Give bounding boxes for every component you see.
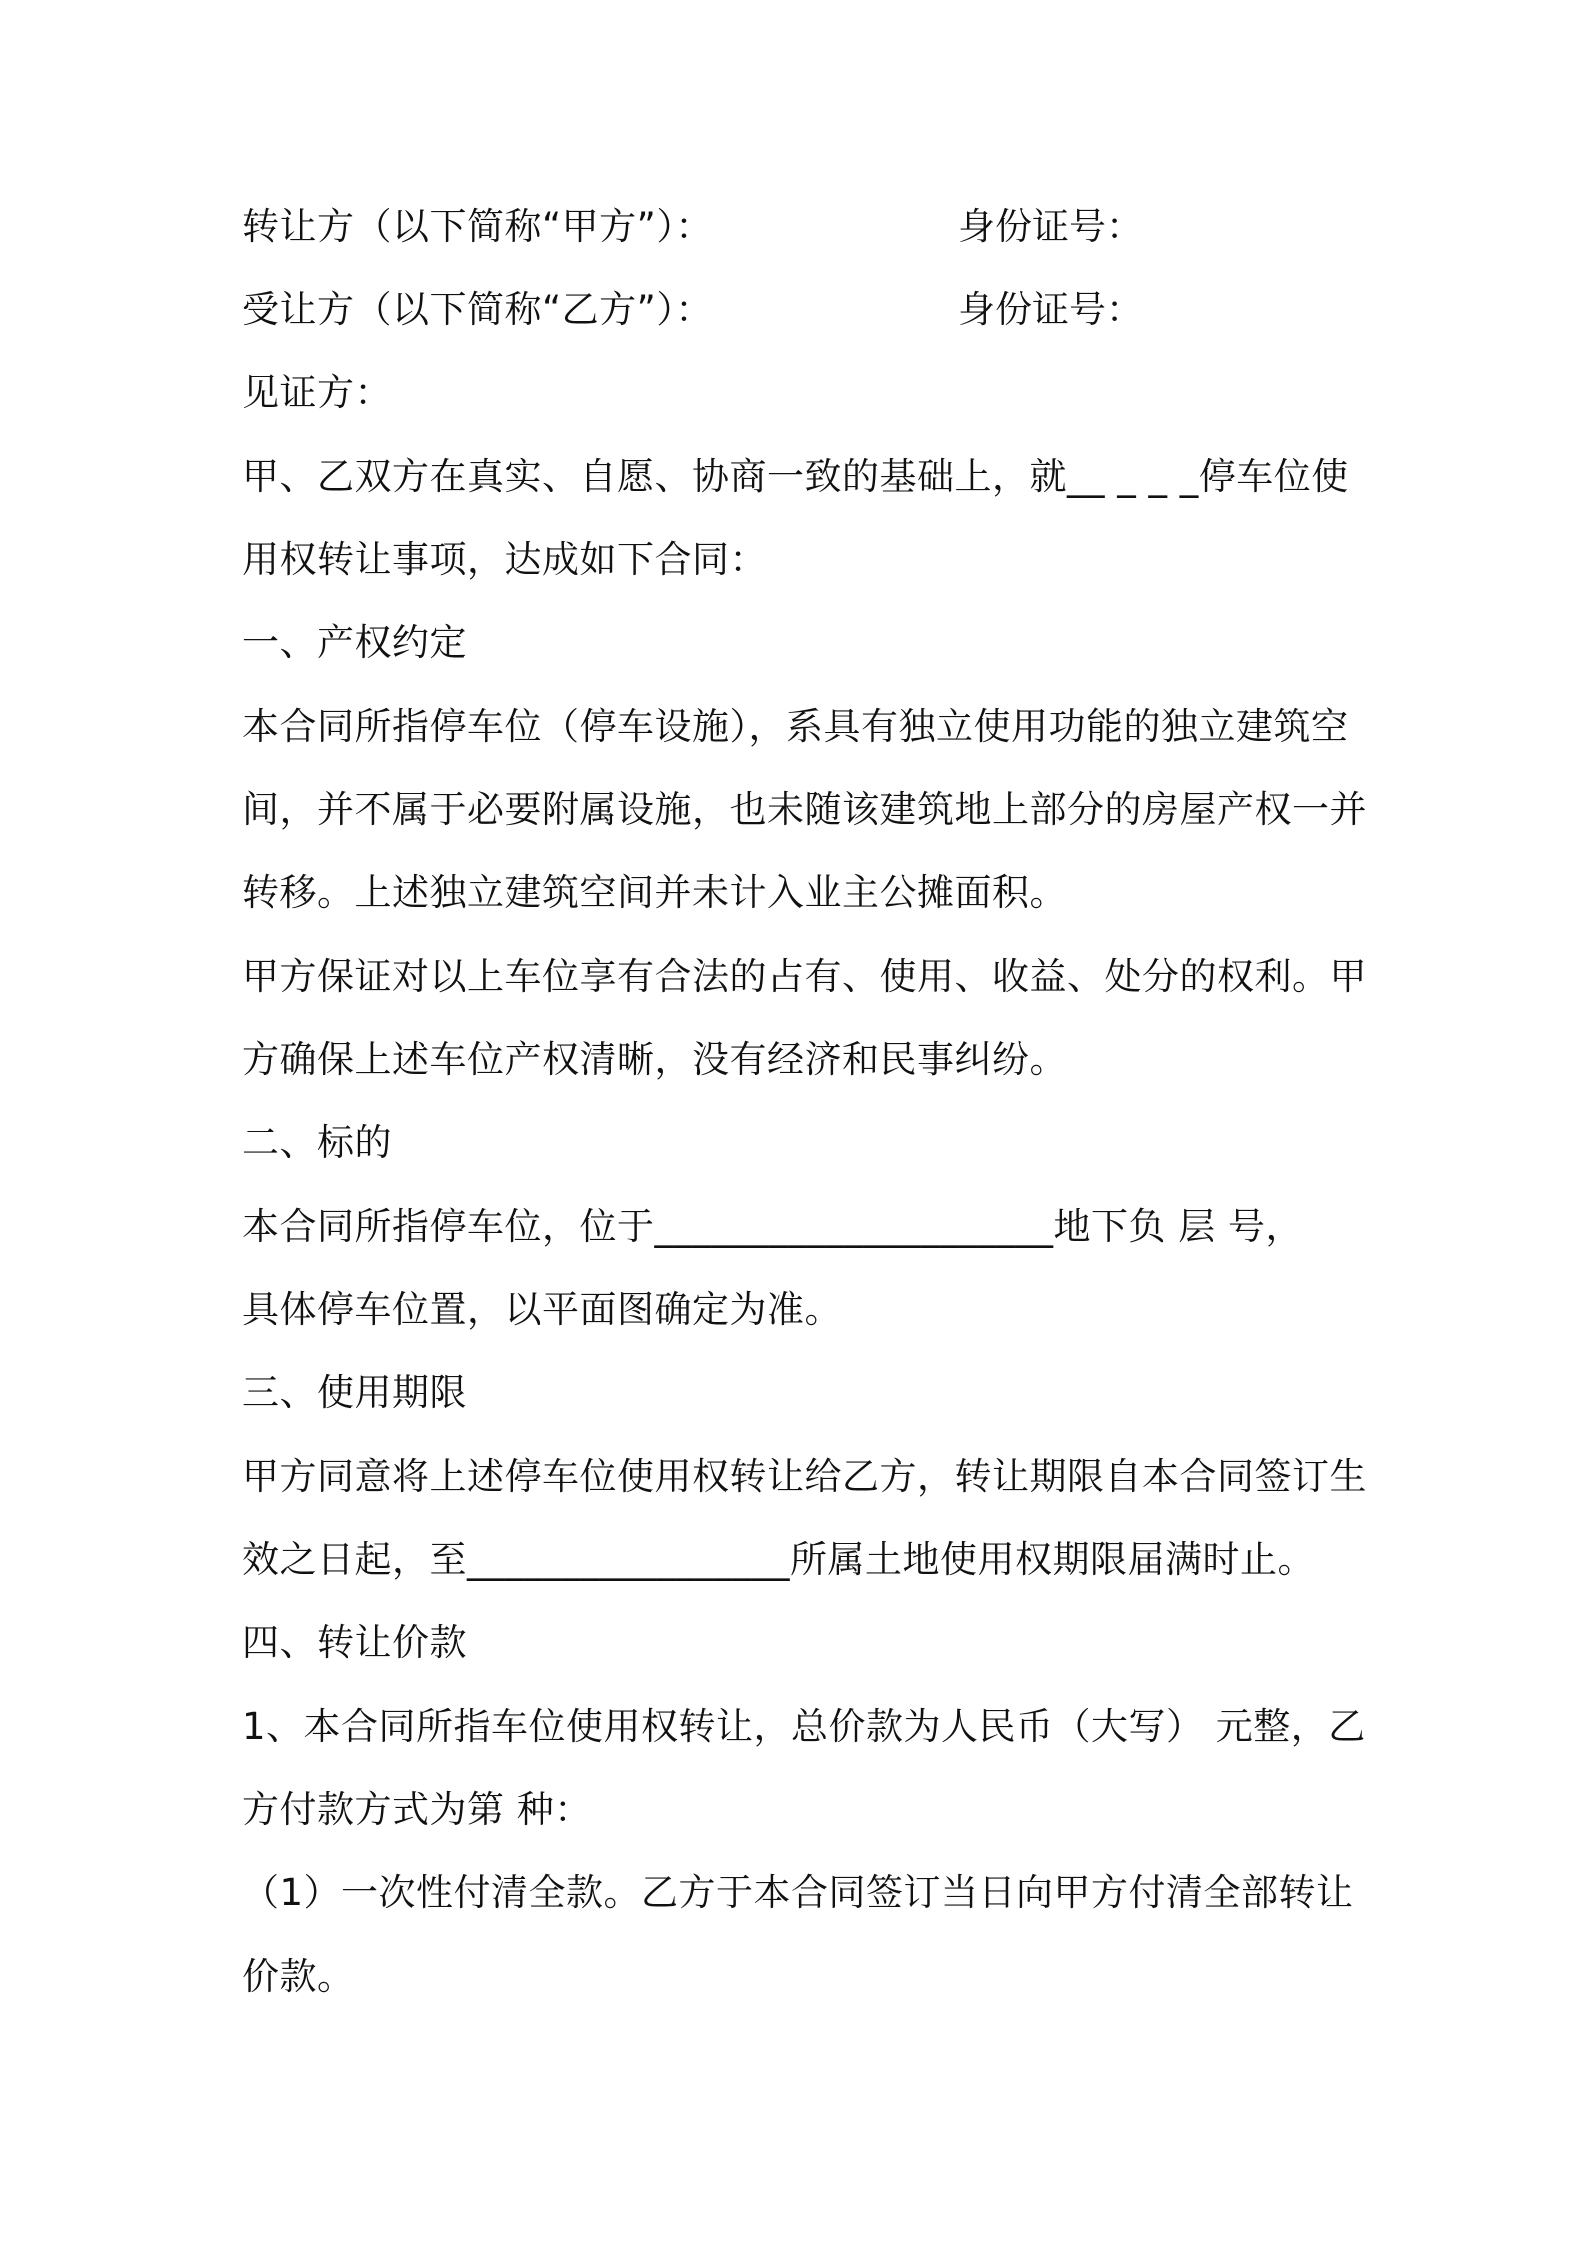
section-title: 四、转让价款 bbox=[242, 1621, 467, 1664]
intro-line: 用权转让事项，达成如下合同： bbox=[242, 538, 767, 581]
paragraph-line: 具体停车位置，以平面图确定为准。 bbox=[242, 1288, 842, 1331]
paragraph-line: 本合同所指停车位，位于_____________________地下负 层 号， bbox=[242, 1205, 1304, 1248]
paragraph-line: 价款。 bbox=[242, 1955, 355, 1998]
paragraph-line: （1）一次性付清全款。乙方于本合同签订当日向甲方付清全部转让 bbox=[242, 1871, 1354, 1914]
witness-label: 见证方： bbox=[242, 371, 392, 414]
paragraph-line: 间，并不属于必要附属设施，也未随该建筑地上部分的房屋产权一并 bbox=[242, 788, 1367, 831]
paragraph-line: 甲方同意将上述停车位使用权转让给乙方，转让期限自本合同签订生 bbox=[242, 1455, 1367, 1498]
paragraph-line: 甲方保证对以上车位享有合法的占有、使用、收益、处分的权利。甲 bbox=[242, 955, 1367, 998]
section-title: 一、产权约定 bbox=[242, 621, 467, 664]
transferee-label: 受让方（以下简称“乙方”）： bbox=[242, 288, 713, 331]
transferor-id-label: 身份证号： bbox=[958, 205, 1143, 248]
paragraph-line: 方确保上述车位产权清晰，没有经济和民事纠纷。 bbox=[242, 1038, 1067, 1081]
section-title: 二、标的 bbox=[242, 1121, 392, 1164]
paragraph-line: 转移。上述独立建筑空间并未计入业主公摊面积。 bbox=[242, 871, 1067, 914]
transferor-label: 转让方（以下简称“甲方”）： bbox=[242, 205, 713, 248]
paragraph-line: 方付款方式为第 种： bbox=[242, 1788, 592, 1831]
paragraph-line: 本合同所指停车位（停车设施），系具有独立使用功能的独立建筑空 bbox=[242, 705, 1349, 748]
intro-line: 甲、乙双方在真实、自愿、协商一致的基础上，就__ _ _ _停车位使 bbox=[242, 455, 1349, 498]
transferee-id-label: 身份证号： bbox=[958, 288, 1143, 331]
paragraph-line: 1、本合同所指车位使用权转让，总价款为人民币（大写） 元整，乙 bbox=[242, 1705, 1366, 1748]
section-title: 三、使用期限 bbox=[242, 1371, 467, 1414]
paragraph-line: 效之日起，至_________________所属土地使用权期限届满时止。 bbox=[242, 1538, 1315, 1581]
